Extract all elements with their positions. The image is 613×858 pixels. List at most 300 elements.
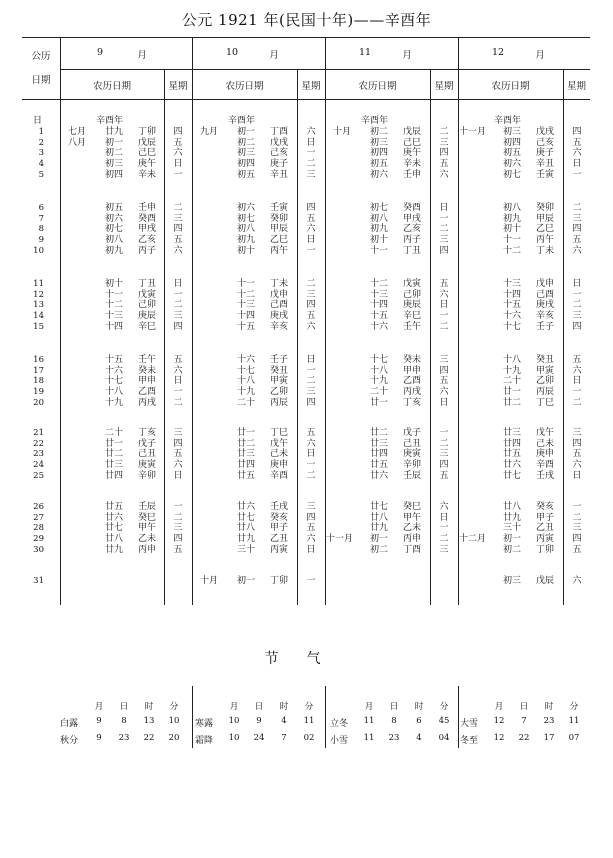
weekday: 一 xyxy=(572,387,582,398)
month-unit-label: 月 xyxy=(402,50,412,61)
vertical-rule xyxy=(563,69,564,605)
jieqi-day: 7 xyxy=(521,716,527,726)
weekday: 一 xyxy=(306,365,316,376)
weekday: 六 xyxy=(439,502,449,512)
weekday: 五 xyxy=(173,544,183,555)
weekday: 四 xyxy=(306,512,316,523)
lunar-day: 廿二 xyxy=(105,449,124,460)
lunar-day: 廿九 xyxy=(503,512,522,523)
ganzhi-day: 乙巳 xyxy=(270,235,289,246)
weekday: 二 xyxy=(439,534,449,545)
lunar-day: 初二 xyxy=(503,544,522,555)
lunar-day: 十六 xyxy=(237,355,256,365)
jieqi-column-header: 月 xyxy=(364,702,374,712)
ganzhi-day: 己未 xyxy=(270,449,289,460)
ganzhi-day: 庚寅 xyxy=(138,460,157,471)
ganzhi-day: 癸酉 xyxy=(138,213,157,224)
lunar-day: 初一 xyxy=(237,576,256,586)
ganzhi-day: 己酉 xyxy=(536,289,555,300)
ganzhi-day: 丙戌 xyxy=(403,387,422,398)
lunar-day: 十一 xyxy=(237,279,256,289)
ganzhi-day: 辛酉 xyxy=(536,460,555,471)
weekday: 二 xyxy=(306,279,316,289)
weekday: 六 xyxy=(572,245,582,256)
ganzhi-day: 戊午 xyxy=(536,428,555,438)
weekday: 五 xyxy=(306,213,316,224)
lunar-day: 十五 xyxy=(370,311,389,322)
day-column-label: 日 xyxy=(33,116,43,126)
jieqi-hour: 7 xyxy=(281,733,287,743)
lunar-day: 初一 xyxy=(370,534,389,545)
weekday: 一 xyxy=(572,502,582,512)
lunar-day: 十三 xyxy=(237,300,256,311)
jieqi-column-header: 分 xyxy=(569,702,579,712)
month-header: 10 xyxy=(225,47,239,58)
ganzhi-day: 壬午 xyxy=(403,321,422,332)
solar-day-number: 25 xyxy=(33,470,44,481)
lunar-day: 初四 xyxy=(237,159,256,170)
lunar-day: 初七 xyxy=(237,213,256,224)
lunar-day: 初二 xyxy=(370,544,389,555)
ganzhi-day: 乙丑 xyxy=(536,523,555,534)
ganzhi-day: 甲午 xyxy=(138,523,157,534)
weekday: 三 xyxy=(439,449,449,460)
ganzhi-day: 壬午 xyxy=(138,355,157,365)
solar-day-number: 18 xyxy=(33,376,44,387)
weekday: 五 xyxy=(439,376,449,387)
ganzhi-day: 戊戌 xyxy=(536,127,555,137)
lunar-day: 十四 xyxy=(105,321,124,332)
weekday: 二 xyxy=(306,470,316,481)
solar-day-number: 20 xyxy=(33,397,44,408)
ganzhi-day: 庚辰 xyxy=(403,300,422,311)
lunar-day: 初一 xyxy=(237,127,256,137)
solar-day-number: 17 xyxy=(33,365,44,376)
lunar-day: 十五 xyxy=(237,321,256,332)
weekday: 日 xyxy=(306,137,316,148)
weekday: 一 xyxy=(439,311,449,322)
lunar-day: 初七 xyxy=(105,224,124,235)
weekday: 三 xyxy=(439,544,449,555)
ganzhi-day: 壬寅 xyxy=(270,203,289,213)
weekday: 五 xyxy=(306,428,316,438)
lunar-day: 初六 xyxy=(237,203,256,213)
ganzhi-day: 壬辰 xyxy=(403,470,422,481)
weekday: 三 xyxy=(173,428,183,438)
ganzhi-day: 甲午 xyxy=(403,512,422,523)
ganzhi-day: 癸未 xyxy=(403,355,422,365)
weekday-header: 星期 xyxy=(566,81,586,92)
weekday-header: 星期 xyxy=(168,81,188,92)
solar-day-number: 10 xyxy=(33,245,44,256)
weekday: 一 xyxy=(173,169,183,180)
ganzhi-day: 乙亥 xyxy=(403,224,422,235)
weekday: 三 xyxy=(439,137,449,148)
lunar-day: 廿二 xyxy=(237,438,256,449)
solar-day-number: 28 xyxy=(33,523,44,534)
weekday: 五 xyxy=(439,470,449,481)
jieqi-day: 8 xyxy=(391,716,397,726)
jieqi-column-header: 时 xyxy=(144,702,154,712)
lunar-day: 十一 xyxy=(503,235,522,246)
weekday: 一 xyxy=(306,148,316,159)
jieqi-column-header: 月 xyxy=(494,702,504,712)
ganzhi-day: 戊戌 xyxy=(270,137,289,148)
lunar-day: 二十 xyxy=(370,387,389,398)
ganzhi-day: 丙寅 xyxy=(536,534,555,545)
weekday: 四 xyxy=(572,224,582,235)
weekday: 三 xyxy=(572,311,582,322)
ganzhi-day: 壬戌 xyxy=(270,502,289,512)
ganzhi-day: 丁酉 xyxy=(270,127,289,137)
weekday: 二 xyxy=(306,159,316,170)
ganzhi-day: 戊午 xyxy=(270,438,289,449)
lunar-day: 十三 xyxy=(370,289,389,300)
ganzhi-day: 庚辰 xyxy=(138,311,157,322)
lunar-day: 十二 xyxy=(237,289,256,300)
ganzhi-day: 己酉 xyxy=(270,300,289,311)
lunar-date-header: 农历日期 xyxy=(225,81,264,92)
weekday: 五 xyxy=(306,523,316,534)
jieqi-month: 12 xyxy=(493,733,505,743)
jieqi-minute: 10 xyxy=(168,716,180,726)
month-unit-label: 月 xyxy=(137,50,147,61)
ganzhi-day: 甲辰 xyxy=(270,224,289,235)
ganzhi-day: 辛巳 xyxy=(138,321,157,332)
lunar-day: 初七 xyxy=(503,169,522,180)
lunar-day: 初五 xyxy=(105,203,124,213)
lunar-year-label: 辛酉年 xyxy=(96,116,124,126)
ganzhi-day: 丁卯 xyxy=(138,127,157,137)
weekday: 二 xyxy=(572,300,582,311)
ganzhi-day: 甲辰 xyxy=(536,213,555,224)
weekday: 五 xyxy=(572,235,582,246)
lunar-day: 十八 xyxy=(503,355,522,365)
weekday: 二 xyxy=(173,512,183,523)
ganzhi-day: 乙亥 xyxy=(138,235,157,246)
ganzhi-day: 丙申 xyxy=(138,544,157,555)
weekday: 六 xyxy=(306,321,316,332)
lunar-month-marker: 十一月 xyxy=(459,127,487,137)
weekday: 日 xyxy=(572,470,582,481)
ganzhi-day: 辛亥 xyxy=(536,311,555,322)
lunar-day: 廿一 xyxy=(503,387,522,398)
ganzhi-day: 辛巳 xyxy=(403,311,422,322)
lunar-month-marker: 八月 xyxy=(68,137,87,148)
lunar-day: 廿九 xyxy=(237,534,256,545)
lunar-day: 廿五 xyxy=(105,502,124,512)
jieqi-minute: 11 xyxy=(303,716,315,726)
lunar-day: 初八 xyxy=(105,235,124,246)
weekday: 六 xyxy=(572,365,582,376)
ganzhi-day: 辛酉 xyxy=(270,470,289,481)
weekday: 四 xyxy=(306,203,316,213)
ganzhi-day: 丁未 xyxy=(270,279,289,289)
weekday: 三 xyxy=(572,523,582,534)
lunar-day: 十九 xyxy=(237,387,256,398)
jieqi-month: 12 xyxy=(493,716,505,726)
jieqi-minute: 04 xyxy=(438,733,450,743)
ganzhi-day: 癸巳 xyxy=(403,502,422,512)
lunar-day: 初八 xyxy=(503,203,522,213)
lunar-day: 廿三 xyxy=(105,460,124,471)
ganzhi-day: 壬申 xyxy=(403,169,422,180)
weekday: 四 xyxy=(173,321,183,332)
lunar-day: 十二 xyxy=(105,300,124,311)
ganzhi-day: 庚子 xyxy=(536,148,555,159)
weekday: 日 xyxy=(439,397,449,408)
ganzhi-day: 乙卯 xyxy=(270,387,289,398)
ganzhi-day: 乙酉 xyxy=(138,387,157,398)
weekday: 一 xyxy=(173,387,183,398)
weekday: 二 xyxy=(173,397,183,408)
solar-day-number: 29 xyxy=(33,534,44,545)
solar-day-number: 23 xyxy=(33,449,44,460)
weekday: 三 xyxy=(306,169,316,180)
lunar-day: 二十 xyxy=(105,428,124,438)
lunar-day: 初六 xyxy=(503,159,522,170)
weekday: 六 xyxy=(439,169,449,180)
weekday: 日 xyxy=(572,279,582,289)
weekday: 一 xyxy=(572,289,582,300)
ganzhi-day: 丙午 xyxy=(536,235,555,246)
ganzhi-day: 戊辰 xyxy=(403,127,422,137)
ganzhi-day: 辛丑 xyxy=(270,169,289,180)
ganzhi-day: 癸亥 xyxy=(270,512,289,523)
weekday-header: 星期 xyxy=(301,81,321,92)
ganzhi-day: 己丑 xyxy=(138,449,157,460)
lunar-day: 十五 xyxy=(503,300,522,311)
weekday: 五 xyxy=(173,137,183,148)
solar-day-number: 5 xyxy=(38,169,44,180)
ganzhi-day: 戊辰 xyxy=(536,576,555,586)
ganzhi-day: 庚午 xyxy=(138,159,157,170)
solar-day-number: 26 xyxy=(33,502,44,512)
jieqi-hour: 4 xyxy=(416,733,422,743)
weekday-header: 星期 xyxy=(434,81,454,92)
jieqi-name: 秋分 xyxy=(60,736,79,746)
weekday: 五 xyxy=(439,159,449,170)
jieqi-hour: 6 xyxy=(416,716,422,726)
weekday: 五 xyxy=(306,311,316,322)
ganzhi-day: 癸酉 xyxy=(403,203,422,213)
lunar-day: 十九 xyxy=(105,397,124,408)
solar-day-number: 8 xyxy=(38,224,44,235)
ganzhi-day: 庚申 xyxy=(270,460,289,471)
weekday: 五 xyxy=(173,449,183,460)
weekday: 日 xyxy=(173,159,183,170)
lunar-day: 廿九 xyxy=(105,127,124,137)
weekday: 六 xyxy=(306,127,316,137)
weekday: 五 xyxy=(572,137,582,148)
lunar-day: 十四 xyxy=(503,289,522,300)
lunar-day: 十五 xyxy=(105,355,124,365)
solar-day-number: 14 xyxy=(33,311,44,322)
lunar-day: 廿五 xyxy=(370,460,389,471)
lunar-day: 初五 xyxy=(503,148,522,159)
lunar-day: 廿四 xyxy=(237,460,256,471)
weekday: 四 xyxy=(572,321,582,332)
lunar-day: 十七 xyxy=(503,321,522,332)
ganzhi-day: 辛未 xyxy=(403,159,422,170)
weekday: 一 xyxy=(572,169,582,180)
lunar-day: 初九 xyxy=(370,224,389,235)
lunar-day: 廿八 xyxy=(105,534,124,545)
ganzhi-day: 丙子 xyxy=(403,235,422,246)
jieqi-name: 小雪 xyxy=(330,736,349,746)
ganzhi-day: 壬子 xyxy=(536,321,555,332)
vertical-rule xyxy=(325,686,326,748)
lunar-day: 十二 xyxy=(370,279,389,289)
vertical-rule xyxy=(325,37,326,605)
solar-day-number: 30 xyxy=(33,544,44,555)
weekday: 四 xyxy=(173,224,183,235)
jieqi-month: 10 xyxy=(228,716,240,726)
lunar-day: 十三 xyxy=(503,279,522,289)
jieqi-day: 22 xyxy=(518,733,530,743)
jieqi-month: 9 xyxy=(96,716,102,726)
header-solar-label: 公历 xyxy=(31,51,51,62)
weekday: 四 xyxy=(572,438,582,449)
lunar-day: 初九 xyxy=(105,245,124,256)
lunar-day: 十六 xyxy=(105,365,124,376)
lunar-day: 初一 xyxy=(503,534,522,545)
lunar-day: 廿九 xyxy=(105,544,124,555)
weekday: 三 xyxy=(572,428,582,438)
weekday: 日 xyxy=(306,235,316,246)
jieqi-day: 9 xyxy=(256,716,262,726)
lunar-day: 初四 xyxy=(503,137,522,148)
lunar-day: 廿七 xyxy=(370,502,389,512)
weekday: 五 xyxy=(572,544,582,555)
weekday: 三 xyxy=(572,213,582,224)
weekday: 五 xyxy=(173,235,183,246)
lunar-day: 三十 xyxy=(237,544,256,555)
weekday: 一 xyxy=(306,460,316,471)
ganzhi-day: 丙辰 xyxy=(270,397,289,408)
solar-day-number: 15 xyxy=(33,321,44,332)
weekday: 四 xyxy=(173,534,183,545)
vertical-rule xyxy=(192,37,193,605)
lunar-day: 初三 xyxy=(370,137,389,148)
weekday: 日 xyxy=(306,544,316,555)
weekday: 日 xyxy=(173,279,183,289)
lunar-day: 十八 xyxy=(237,376,256,387)
ganzhi-day: 丁丑 xyxy=(403,245,422,256)
jieqi-title: 节气 xyxy=(264,651,349,667)
lunar-day: 廿五 xyxy=(503,449,522,460)
jieqi-column-header: 时 xyxy=(279,702,289,712)
lunar-year-label: 辛酉年 xyxy=(361,116,389,126)
ganzhi-day: 丁亥 xyxy=(138,428,157,438)
jieqi-name: 霜降 xyxy=(195,736,214,746)
vertical-rule xyxy=(164,69,165,605)
lunar-day: 十六 xyxy=(503,311,522,322)
weekday: 六 xyxy=(572,148,582,159)
lunar-day: 十七 xyxy=(370,355,389,365)
lunar-day: 十二 xyxy=(503,245,522,256)
ganzhi-day: 戊申 xyxy=(536,279,555,289)
lunar-year-label: 辛酉年 xyxy=(494,116,522,126)
ganzhi-day: 癸巳 xyxy=(138,512,157,523)
lunar-day: 三十 xyxy=(503,523,522,534)
lunar-day: 初二 xyxy=(105,148,124,159)
solar-day-number: 13 xyxy=(33,300,44,311)
ganzhi-day: 甲寅 xyxy=(536,365,555,376)
ganzhi-day: 癸未 xyxy=(138,365,157,376)
lunar-day: 廿七 xyxy=(105,523,124,534)
lunar-date-header: 农历日期 xyxy=(358,81,397,92)
ganzhi-day: 丁亥 xyxy=(403,397,422,408)
lunar-day: 十一 xyxy=(370,245,389,256)
weekday: 四 xyxy=(439,148,449,159)
weekday: 日 xyxy=(439,203,449,213)
ganzhi-day: 己亥 xyxy=(270,148,289,159)
jieqi-minute: 45 xyxy=(438,716,450,726)
jieqi-column-header: 日 xyxy=(254,702,264,712)
weekday: 一 xyxy=(439,523,449,534)
jieqi-month: 10 xyxy=(228,733,240,743)
lunar-month-marker: 十一月 xyxy=(326,534,354,545)
jieqi-minute: 02 xyxy=(303,733,315,743)
jieqi-column-header: 日 xyxy=(519,702,529,712)
ganzhi-day: 壬子 xyxy=(270,355,289,365)
lunar-day: 初五 xyxy=(370,159,389,170)
ganzhi-day: 辛亥 xyxy=(270,321,289,332)
jieqi-column-header: 分 xyxy=(439,702,449,712)
lunar-day: 初三 xyxy=(105,159,124,170)
jieqi-name: 立冬 xyxy=(330,719,349,729)
jieqi-day: 8 xyxy=(121,716,127,726)
weekday: 三 xyxy=(173,213,183,224)
lunar-day: 十八 xyxy=(105,387,124,398)
ganzhi-day: 戊子 xyxy=(403,428,422,438)
ganzhi-day: 庚戌 xyxy=(536,300,555,311)
lunar-day: 廿一 xyxy=(105,438,124,449)
month-header: 11 xyxy=(358,47,372,58)
lunar-day: 十一 xyxy=(105,289,124,300)
ganzhi-day: 甲子 xyxy=(270,523,289,534)
weekday: 六 xyxy=(173,460,183,471)
lunar-day: 初八 xyxy=(237,224,256,235)
weekday: 六 xyxy=(306,438,316,449)
weekday: 三 xyxy=(306,502,316,512)
solar-day-number: 7 xyxy=(38,213,44,224)
ganzhi-day: 戊寅 xyxy=(403,279,422,289)
weekday: 二 xyxy=(439,224,449,235)
lunar-day: 廿六 xyxy=(370,470,389,481)
ganzhi-day: 丙辰 xyxy=(536,387,555,398)
lunar-day: 十六 xyxy=(370,321,389,332)
ganzhi-day: 辛卯 xyxy=(403,460,422,471)
ganzhi-day: 丙子 xyxy=(138,245,157,256)
ganzhi-day: 壬戌 xyxy=(536,470,555,481)
weekday: 日 xyxy=(306,355,316,365)
solar-day-number: 9 xyxy=(38,235,44,246)
jieqi-minute: 20 xyxy=(168,733,180,743)
lunar-day: 初六 xyxy=(105,213,124,224)
ganzhi-day: 戊辰 xyxy=(138,137,157,148)
jieqi-name: 白露 xyxy=(60,719,79,729)
weekday: 六 xyxy=(173,245,183,256)
month-unit-label: 月 xyxy=(269,50,279,61)
solar-day-number: 16 xyxy=(33,355,44,365)
ganzhi-day: 丁卯 xyxy=(536,544,555,555)
lunar-day: 十八 xyxy=(370,365,389,376)
ganzhi-day: 己丑 xyxy=(403,438,422,449)
jieqi-day: 23 xyxy=(388,733,400,743)
lunar-day: 初三 xyxy=(503,127,522,137)
